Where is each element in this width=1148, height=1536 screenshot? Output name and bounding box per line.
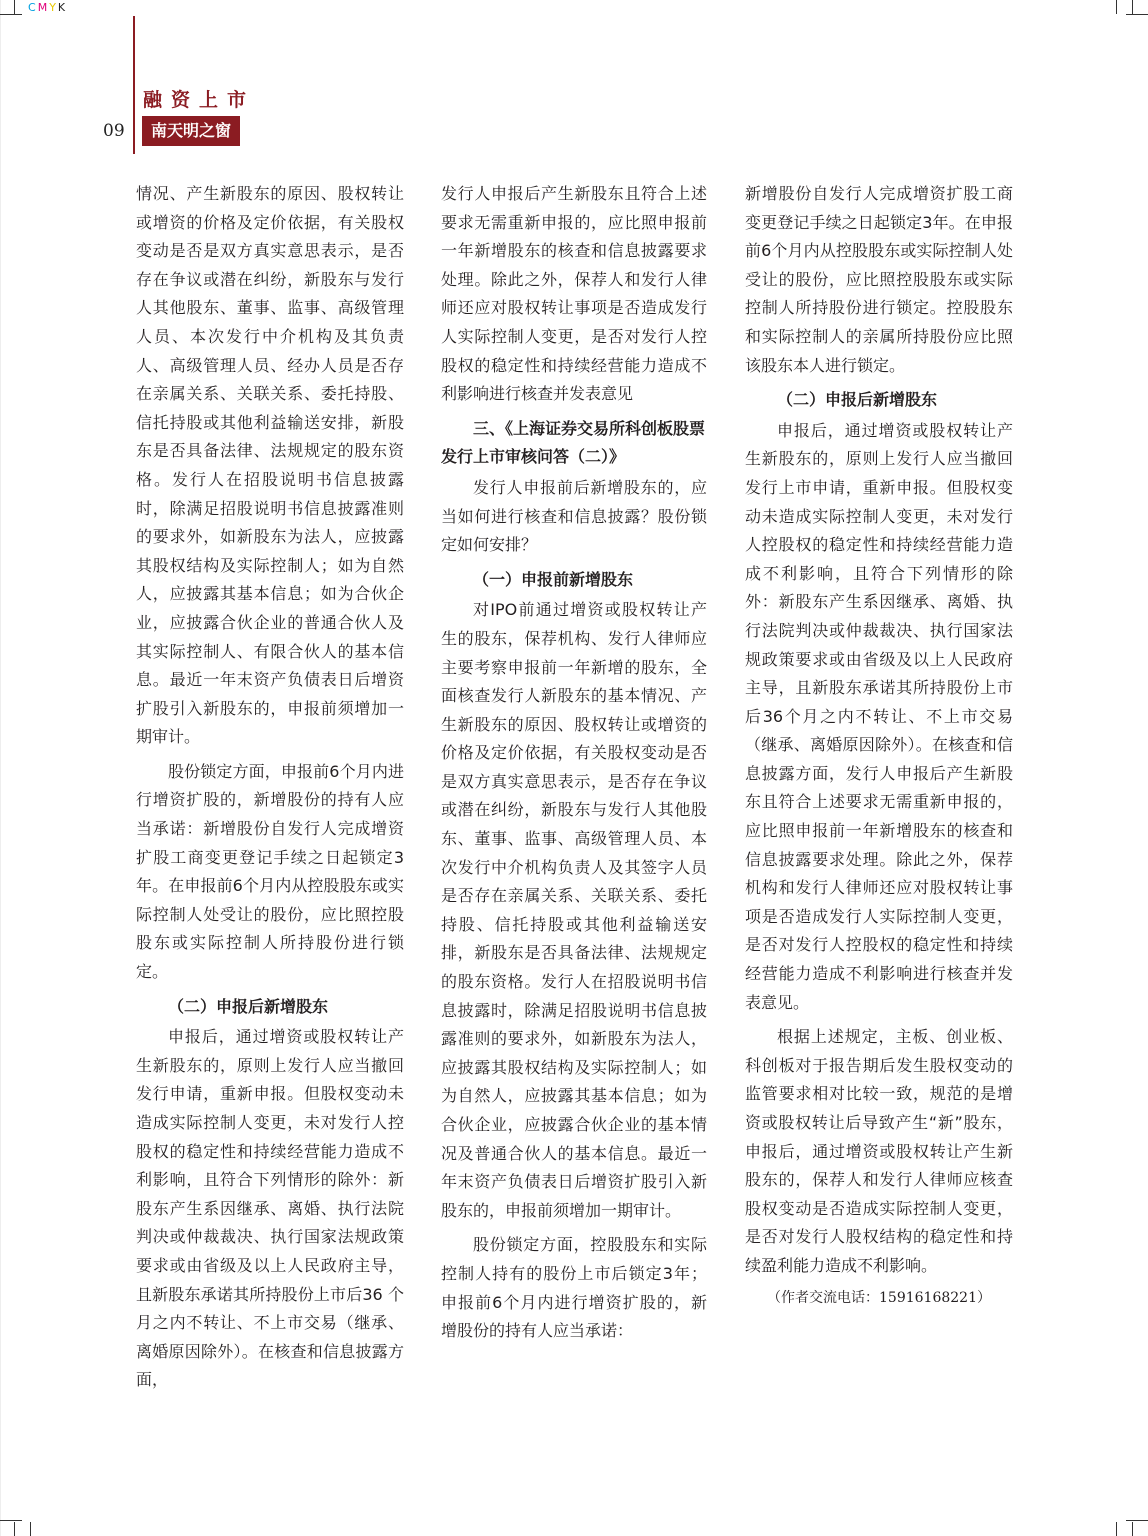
crop-mark bbox=[1132, 0, 1133, 14]
crop-mark bbox=[30, 1522, 31, 1536]
paragraph: 情况、产生新股东的原因、股权转让或增资的价格及定价依据，有关股权变动是否是双方真实意思表示，是否存在争议或潜在纠纷，新股东与发行人其他股东、董事、监事、高级管理人员、本次发行中介机构及其负责人、高级管理人员、经办人员是否存在亲属关系、关联关系、委托持股、信托持股或其他利益输送安排，新股东是否具备法律、法规规定的股东资格。发行人在招股说明书信息披露时，除满足招股说明书信息披露准则的要求外，如新股东为法人，应披露其股权结构及实际控制人；如为自然人，应披露其基本信息；如为合伙企业，应披露合伙企业的普通合伙人及其实际控制人、有限合伙人的基本信息。最近一年末资产负债表日后增资扩股引入新股东的，申报前须增加一期审计。 bbox=[136, 184, 404, 747]
section-heading: 三、《上海证券交易所科创板股票发行上市审核问答（二）》 bbox=[441, 418, 706, 467]
section-title: 融资上市 bbox=[143, 89, 256, 111]
crop-mark bbox=[1116, 0, 1117, 14]
color-registration-mark bbox=[28, 1, 67, 14]
subsection-heading: （一）申报前新增股东 bbox=[473, 569, 634, 589]
paragraph: 发行人申报前后新增股东的，应当如何进行核查和信息披露？股份锁定如何安排？ bbox=[441, 477, 707, 555]
subsection-heading: （二）申报后新增股东 bbox=[777, 390, 938, 410]
article-column-2 bbox=[441, 180, 707, 1352]
cmyk-c: C bbox=[28, 1, 38, 14]
column-badge: 南天明之窗 bbox=[142, 116, 240, 146]
crop-mark bbox=[1126, 14, 1148, 15]
page-edge bbox=[0, 0, 1, 1536]
crop-mark bbox=[0, 14, 22, 15]
author-contact: （作者交流电话：15916168221） bbox=[767, 1289, 991, 1306]
subsection-heading: （二）申报后新增股东 bbox=[168, 996, 329, 1016]
crop-mark bbox=[1126, 1520, 1148, 1521]
paragraph: 股份锁定方面，申报前6个月内进行增资扩股的，新增股份的持有人应当承诺：新增股份自发行人完成增资扩股工商变更登记手续之日起锁定3年。在申报前6个月内从控股股东或实际控制人处受让的股份，应比照控股股东或实际控制人所持股份进行锁定。 bbox=[136, 761, 404, 982]
article-column-3 bbox=[745, 180, 1013, 1307]
header-vertical-rule bbox=[133, 16, 135, 154]
paragraph: 股份锁定方面，控股股东和实际控制人持有的股份上市后锁定3年；申报前6个月内进行增资扩股的，新增股份的持有人应当承诺： bbox=[441, 1235, 707, 1341]
paragraph: 申报后，通过增资或股权转让产生新股东的，原则上发行人应当撤回发行申请，重新申报。但股权变动未造成实际控制人变更，未对发行人控股权的稳定性和持续经营能力造成不利影响，且符合下列情形的除外：新股东产生系因继承、离婚、执行法院判决或仲裁裁决、执行国家法规政策要求或由省级及以上人民政府主导，且新股东承诺其所持股份上市后36 个月之内不转让、不上市交易（继承、离婚原因除外）。在核查和信息披露方面， bbox=[136, 1027, 404, 1390]
paragraph: 申报后，通过增资或股权转让产生新股东的，原则上发行人应当撤回发行上市申请，重新申报。但股权变动未造成实际控制人变更，未对发行人控股权的稳定性和持续经营能力造成不利影响，且符合下列情形的除外：新股东产生系因继承、离婚、执行法院判决或仲裁裁决、执行国家法规政策要求或由省级及以上人民政府主导，且新股东承诺其所持股份上市后36个月之内不转让、不上市交易（继承、离婚原因除外）。在核查和信息披露方面，发行人申报后产生新股东且符合上述要求无需重新申报的，应比照申报前一年新增股东的核查和信息披露要求处理。除此之外，保荐机构和发行人律师还应对股权转让事项是否造成发行人实际控制人变更，是否对发行人控股权的稳定性和持续经营能力造成不利影响进行核查并发表意见。 bbox=[745, 420, 1013, 1012]
cmyk-m: M bbox=[37, 1, 50, 14]
paragraph: 根据上述规定，主板、创业板、科创板对于报告期后发生股权变动的监管要求相对比较一致，规范的是增资或股权转让后导致产生“新”股东，申报后，通过增资或股权转让产生新股东的，保荐人和发行人律师应核查股权变动是否造成实际控制人变更，是否对发行人股权结构的稳定性和持续盈利能力造成不利影响。 bbox=[745, 1027, 1013, 1275]
crop-mark bbox=[1116, 1522, 1117, 1536]
cmyk-y: Y bbox=[49, 1, 58, 14]
crop-mark bbox=[0, 1520, 22, 1521]
crop-mark bbox=[14, 1522, 15, 1536]
article-column-1 bbox=[136, 180, 404, 1401]
paragraph: 新增股份自发行人完成增资扩股工商变更登记手续之日起锁定3年。在申报前6个月内从控股股东或实际控制人处受让的股份，应比照控股股东或实际控制人所持股份进行锁定。控股股东和实际控制人的亲属所持股份应比照该股东本人进行锁定。 bbox=[745, 184, 1013, 375]
cmyk-k: K bbox=[57, 1, 68, 14]
paragraph: 对IPO前通过增资或股权转让产生的股东，保荐机构、发行人律师应主要考察申报前一年新增的股东，全面核查发行人新股东的基本情况、产生新股东的原因、股权转让或增资的价格及定价依据，有关股权变动是否是双方真实意思表示，是否存在争议或潜在纠纷，新股东与发行人其他股东、董事、监事、高级管理人员、本次发行中介机构负责人及其签字人员是否存在亲属关系、关联关系、委托持股、信托持股或其他利益输送安排，新股东是否具备法律、法规规定的股东资格。发行人在招股说明书信息披露时，除满足招股说明书信息披露准则的要求外，如新股东为法人，应披露其股权结构及实际控制人；如为自然人，应披露其基本信息；如为合伙企业，应披露合伙企业的基本情况及普通合伙人的基本信息。最近一年末资产负债表日后增资扩股引入新股东的，申报前须增加一期审计。 bbox=[441, 600, 707, 1220]
crop-mark bbox=[1132, 1522, 1133, 1536]
page-number: 09 bbox=[103, 121, 125, 141]
crop-mark bbox=[14, 0, 15, 14]
paragraph: 发行人申报后产生新股东且符合上述要求无需重新申报的，应比照申报前一年新增股东的核查和信息披露要求处理。除此之外，保荐人和发行人律师还应对股权转让事项是否造成发行人实际控制人变更，是否对发行人控股权的稳定性和持续经营能力造成不利影响进行核查并发表意见 bbox=[441, 184, 707, 404]
